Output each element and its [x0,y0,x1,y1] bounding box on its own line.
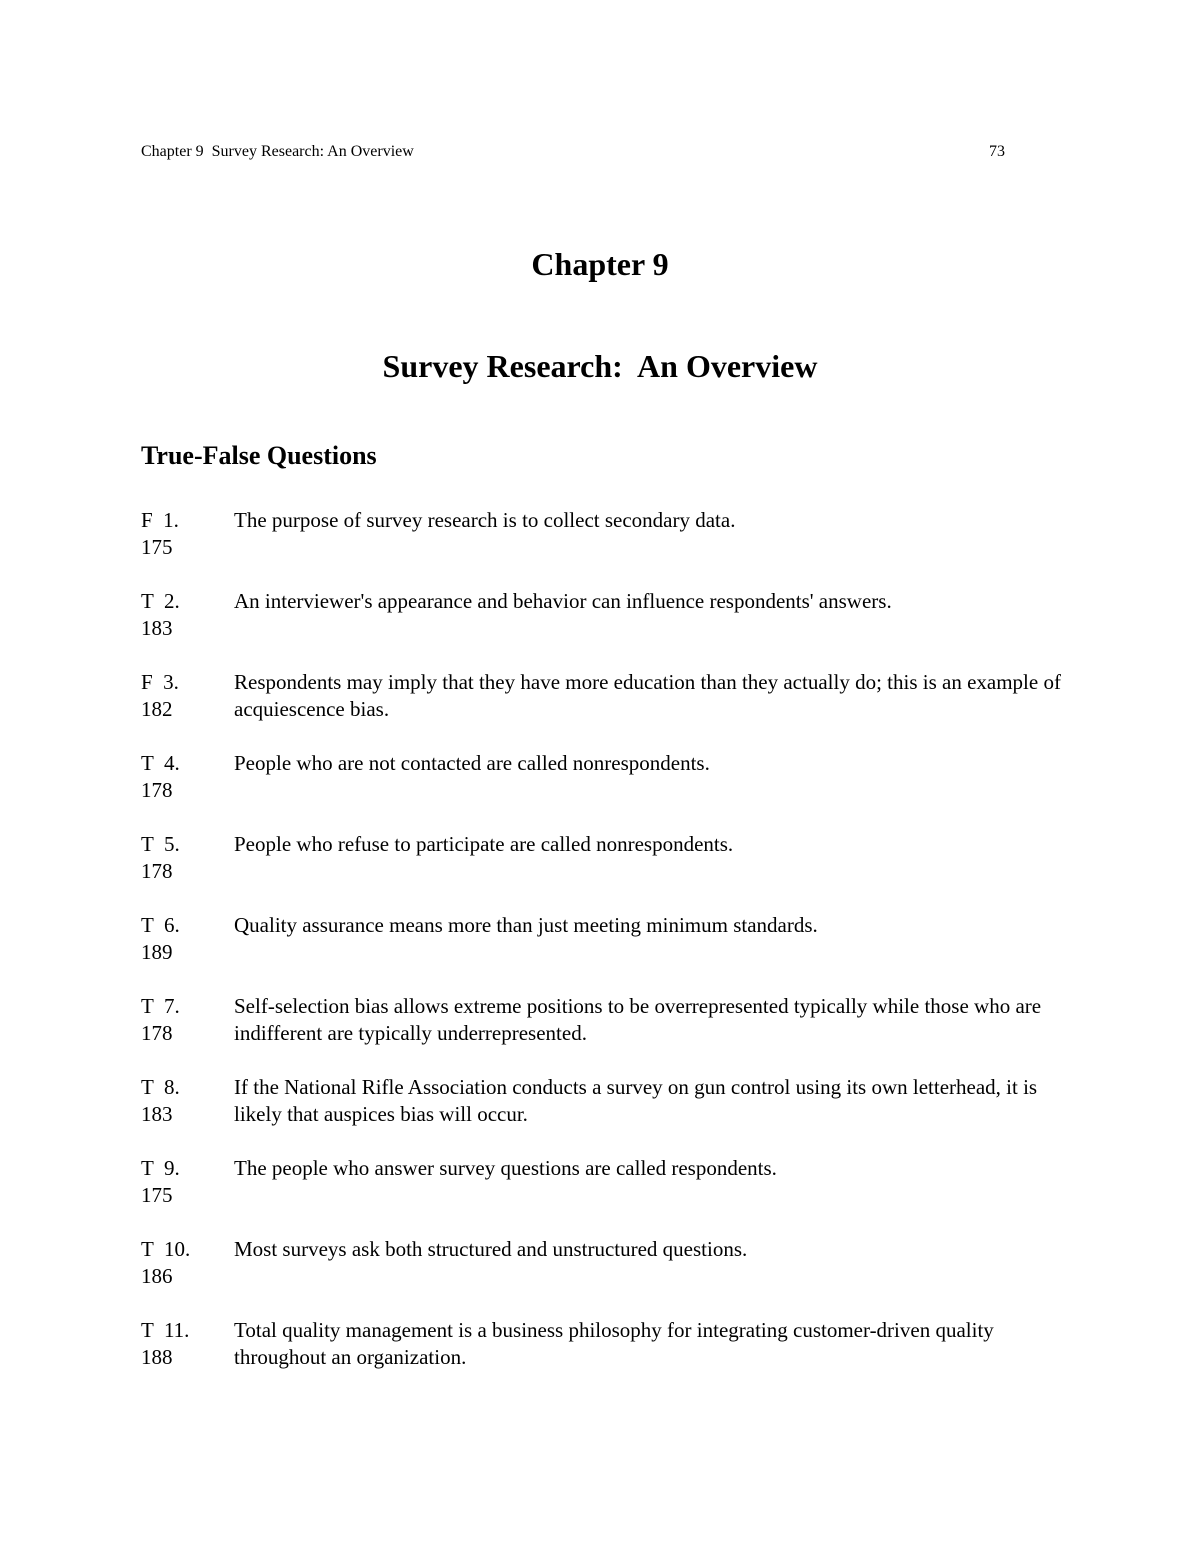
running-header [141,141,1005,163]
answer-label: T 6. [141,913,180,937]
page-reference: 178 [141,1021,173,1045]
question-list [141,507,1071,1398]
question-item [141,831,1071,885]
question-item [141,1074,1071,1128]
question-text: Self-selection bias allows extreme positions to be overrepresented typically while those who are indifferent are typically underrepresented. [234,994,1042,1045]
answer-label: F 3. [141,670,179,694]
answer-label: F 1. [141,508,179,532]
chapter-number: Chapter 9 [531,246,669,282]
section-heading: True-False Questions [141,441,377,470]
chapter-title: Survey Research: An Overview [382,348,818,384]
page-reference: 188 [141,1345,173,1369]
answer-label: T 10. [141,1237,191,1261]
question-item [141,1155,1071,1209]
page-reference: 178 [141,859,173,883]
answer-label: T 4. [141,751,180,775]
answer-label: T 5. [141,832,180,856]
question-item [141,669,1071,723]
page-reference: 186 [141,1264,173,1288]
page-reference: 175 [141,535,173,559]
page-reference: 189 [141,940,173,964]
question-item [141,750,1071,804]
question-item [141,1317,1071,1371]
running-title: Chapter 9 Survey Research: An Overview [141,143,414,160]
question-item [141,993,1071,1047]
question-text: The people who answer survey questions are called respondents. [234,1156,777,1180]
answer-label: T 8. [141,1075,180,1099]
question-text: Most surveys ask both structured and unstructured questions. [234,1237,748,1261]
page-reference: 183 [141,1102,173,1126]
question-item [141,588,1071,642]
answer-label: T 9. [141,1156,180,1180]
question-text: Quality assurance means more than just meeting minimum standards. [234,913,818,937]
question-item [141,912,1071,966]
page-reference: 182 [141,697,173,721]
answer-label: T 11. [141,1318,190,1342]
question-item [141,1236,1071,1290]
page-reference: 175 [141,1183,173,1207]
question-text: People who are not contacted are called nonrespondents. [234,751,710,775]
question-text: An interviewer's appearance and behavior can influence respondents' answers. [234,589,892,613]
question-text: The purpose of survey research is to collect secondary data. [234,508,736,532]
question-text: If the National Rifle Association conducts a survey on gun control using its own letterhead, it is likely that auspices bias will occur. [234,1075,1038,1126]
page-reference: 183 [141,616,173,640]
answer-label: T 2. [141,589,180,613]
page-reference: 178 [141,778,173,802]
page-number: 73 [989,143,1005,160]
answer-label: T 7. [141,994,180,1018]
question-item [141,507,1071,561]
question-text: Respondents may imply that they have more education than they actually do; this is an example of acquiescence bias. [234,670,1061,721]
question-text: Total quality management is a business philosophy for integrating customer-driven quality throughout an organization. [234,1318,994,1369]
question-text: People who refuse to participate are called nonrespondents. [234,832,734,856]
